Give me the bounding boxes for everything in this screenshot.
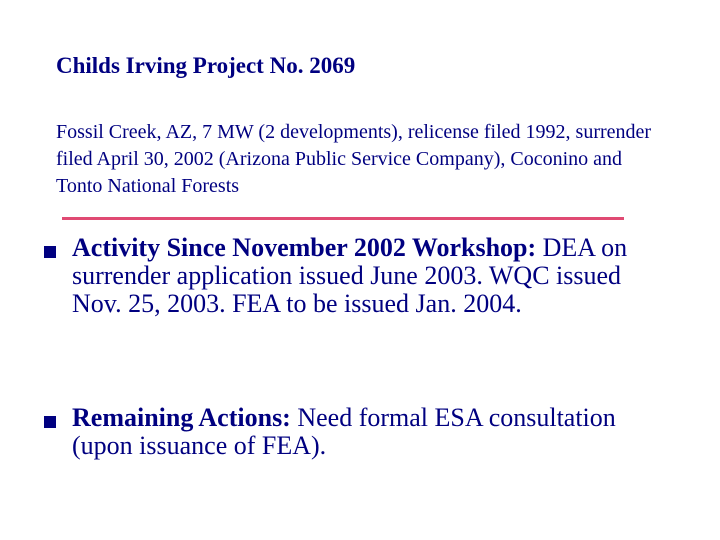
square-bullet-icon [44,416,56,428]
bullet-text [72,234,672,318]
bullet-body: Need formal ESA consultation (upon issuance of FEA). [72,403,616,460]
bullet-text [72,404,672,460]
slide-title: Childs Irving Project No. 2069 [56,53,356,78]
bullet-body: DEA on surrender application issued June 2003. WQC issued Nov. 25, 2003. FEA to be issued Jan. 2004. [72,233,628,318]
bullet-lead: Remaining Actions: [72,403,298,432]
title-divider [62,217,624,220]
slide-subtitle: Fossil Creek, AZ, 7 MW (2 developments), relicense filed 1992, surrender filed April 30, 2002 (Arizona Public Service Company), Coconino and Tonto National Forests [56,121,652,197]
square-bullet-icon [44,246,56,258]
bullet-lead: Activity Since November 2002 Workshop: [72,233,543,262]
